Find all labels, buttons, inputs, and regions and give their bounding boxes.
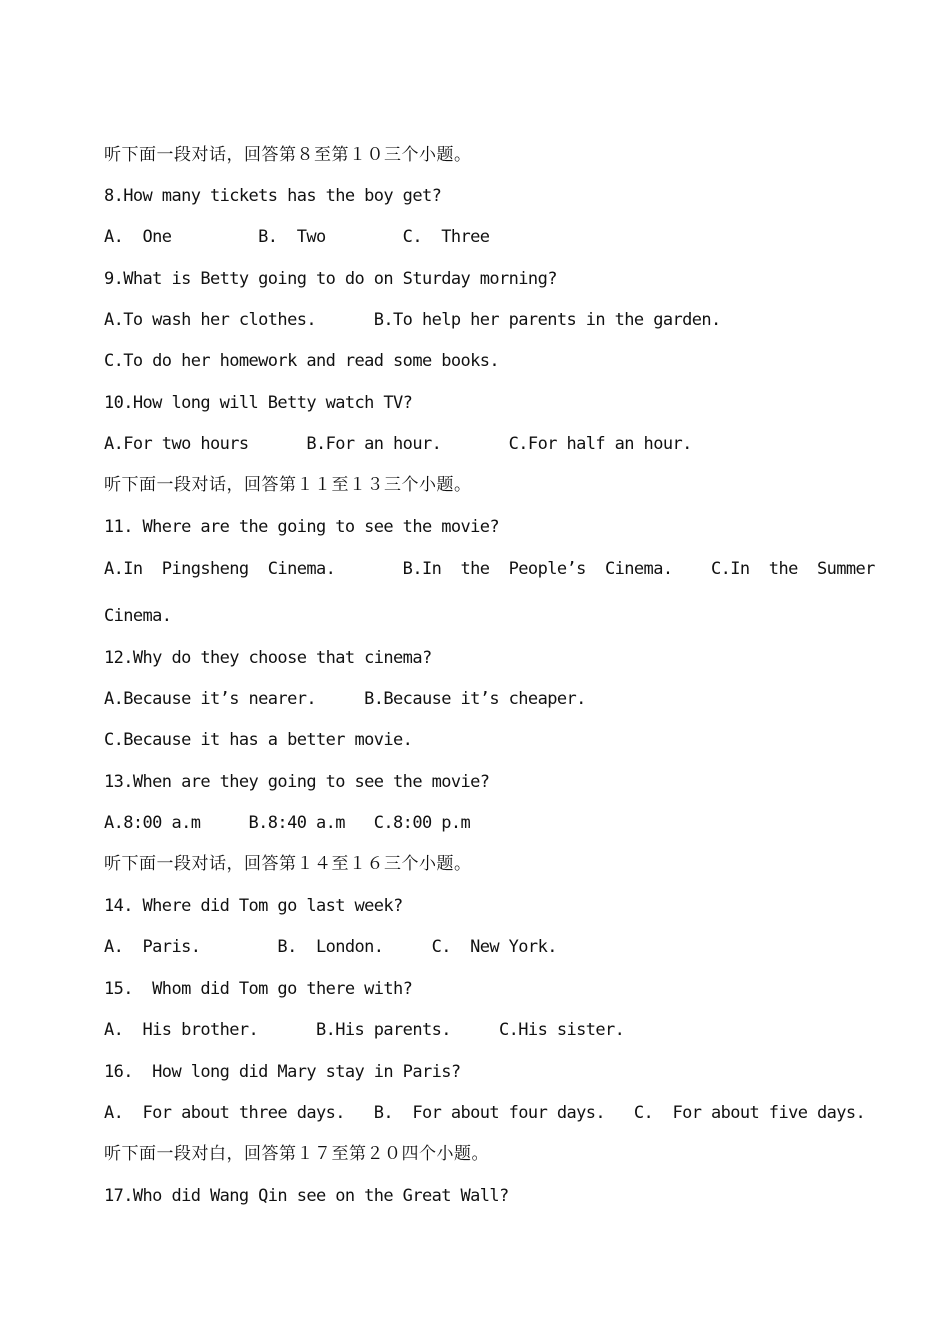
question-11-options-2: Cinema. xyxy=(104,606,172,626)
question-10: 10.How long will Betty watch TV? xyxy=(104,393,413,413)
question-8: 8.How many tickets has the boy get? xyxy=(104,186,442,206)
question-16-options: A. For about three days. B. For about four days. C. For about five days. xyxy=(104,1103,866,1123)
question-14: 14. Where did Tom go last week? xyxy=(104,896,403,916)
question-14-options: A. Paris. B. London. C. New York. xyxy=(104,937,557,957)
question-11-options-1: A.In Pingsheng Cinema. B.In the People’s Cinema. C.In the Summer xyxy=(104,559,875,579)
question-15: 15. Whom did Tom go there with? xyxy=(104,979,413,999)
question-13: 13.When are they going to see the movie? xyxy=(104,772,490,792)
question-11: 11. Where are the going to see the movie? xyxy=(104,517,500,537)
question-9-options-1: A.To wash her clothes. B.To help her parents in the garden. xyxy=(104,310,721,330)
question-12-options-2: C.Because it has a better movie. xyxy=(104,730,413,750)
question-8-options: A. One B. Two C. Three xyxy=(104,227,490,247)
section-instruction: 听下面一段对白，回答第１７至第２０四个小题。 xyxy=(104,1144,489,1164)
question-10-options: A.For two hours B.For an hour. C.For half an hour. xyxy=(104,434,692,454)
question-17: 17.Who did Wang Qin see on the Great Wall? xyxy=(104,1186,509,1206)
question-13-options: A.8:00 a.m B.8:40 a.m C.8:00 p.m xyxy=(104,813,471,833)
section-instruction: 听下面一段对话，回答第１１至１３三个小题。 xyxy=(104,475,472,495)
section-instruction: 听下面一段对话，回答第１４至１６三个小题。 xyxy=(104,854,472,874)
question-9-options-2: C.To do her homework and read some books. xyxy=(104,351,500,371)
section-instruction: 听下面一段对话，回答第８至第１０三个小题。 xyxy=(104,145,472,165)
question-9: 9.What is Betty going to do on Sturday morning? xyxy=(104,269,557,289)
question-12: 12.Why do they choose that cinema? xyxy=(104,648,432,668)
question-16: 16. How long did Mary stay in Paris? xyxy=(104,1062,461,1082)
question-12-options-1: A.Because it’s nearer. B.Because it’s cheaper. xyxy=(104,689,586,709)
question-15-options: A. His brother. B.His parents. C.His sister. xyxy=(104,1020,625,1040)
